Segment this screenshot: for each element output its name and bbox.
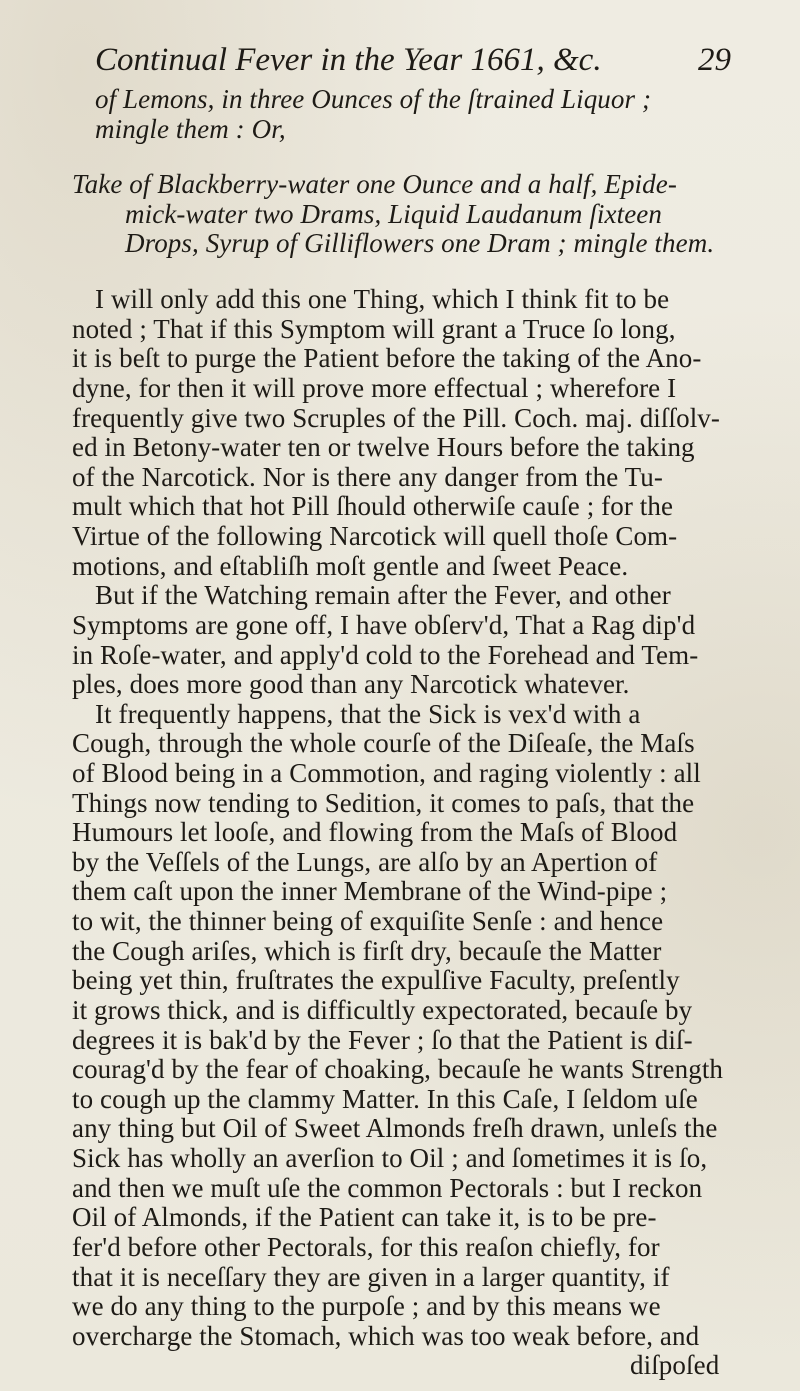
text-line: I will only add this one Thing, which I think fit to be <box>95 284 670 314</box>
text-line: Humours let looſe, and flowing from the Maſs of Blood <box>72 817 678 847</box>
text-line: to cough up the clammy Matter. In this Caſe, I ſeldom uſe <box>72 1084 698 1114</box>
text-line: Oil of Almonds, if the Patient can take it, is to be pre- <box>72 1202 657 1232</box>
text-line: Things now tending to Sedition, it comes to paſs, that the <box>72 788 695 818</box>
text-line: it is beſt to purge the Patient before the taking of the Ano- <box>72 343 702 373</box>
text-line: degrees it is bak'd by the Fever ; ſo that the Patient is diſ- <box>72 1025 693 1055</box>
text-line: to wit, the thinner being of exquiſite Senſe : and hence <box>72 906 664 936</box>
text-line: Virtue of the following Narcotick will quell thoſe Com- <box>72 521 678 551</box>
text-line: But if the Watching remain after the Fever, and other <box>95 580 671 610</box>
text-line: them caſt upon the inner Membrane of the Wind-pipe ; <box>72 876 668 906</box>
text-line: it grows thick, and is difficultly expectorated, becauſe by <box>72 995 693 1025</box>
text-line: noted ; That if this Symptom will grant a Truce ſo long, <box>72 314 676 344</box>
text-line: and then we muſt uſe the common Pectorals : but I reckon <box>72 1173 703 1203</box>
page-number: 29 <box>698 42 731 78</box>
text-line: the Cough ariſes, which is firſt dry, becauſe the Matter <box>72 936 662 966</box>
text-line: we do any thing to the purpoſe ; and by this means we <box>72 1291 661 1321</box>
text-line: ed in Betony-water ten or twelve Hours before the taking <box>72 432 695 462</box>
text-line: overcharge the Stomach, which was too weak before, and <box>72 1321 700 1351</box>
text-line: It frequently happens, that the Sick is vex'd with a <box>95 699 641 729</box>
text-line: motions, and eſtabliſh moſt gentle and ſweet Peace. <box>72 551 629 581</box>
text-line: being yet thin, fruſtrates the expulſive Faculty, preſently <box>72 965 680 995</box>
text-line: in Roſe-water, and apply'd cold to the Forehead and Tem- <box>72 640 699 670</box>
text-line: Cough, through the whole courſe of the Diſeaſe, the Maſs <box>72 728 695 758</box>
text-line: of Lemons, in three Ounces of the ſtrained Liquor ; <box>95 84 652 114</box>
text-line: ples, does more good than any Narcotick whatever. <box>72 669 630 699</box>
text-line: fer'd before other Pectorals, for this reaſon chiefly, for <box>72 1232 660 1262</box>
text-line: diſpoſed <box>630 1350 720 1380</box>
text-line: mick-water two Drams, Liquid Laudanum ſixteen <box>125 199 662 229</box>
text-line: Sick has wholly an averſion to Oil ; and ſometimes it is ſo, <box>72 1143 708 1173</box>
text-line: Symptoms are gone off, I have obſerv'd, That a Rag dip'd <box>72 610 696 640</box>
text-line: dyne, for then it will prove more effectual ; wherefore I <box>72 373 677 403</box>
text-line: that it is neceſſary they are given in a larger quantity, if <box>72 1262 670 1292</box>
text-line: of Blood being in a Commotion, and raging violently : all <box>72 758 701 788</box>
text-line: any thing but Oil of Sweet Almonds freſh drawn, unleſs the <box>72 1113 718 1143</box>
text-line: Drops, Syrup of Gilliflowers one Dram ; mingle them. <box>125 228 715 258</box>
text-line: mingle them : Or, <box>95 114 286 144</box>
text-line: Take of Blackberry-water one Ounce and a half, Epide- <box>72 169 677 199</box>
text-line: frequently give two Scruples of the Pill. Coch. maj. diſſolv- <box>72 403 720 433</box>
text-line: courag'd by the fear of choaking, becauſe he wants Strength <box>72 1054 724 1084</box>
text-line: mult which that hot Pill ſhould otherwiſe cauſe ; for the <box>72 491 674 521</box>
text-line: of the Narcotick. Nor is there any danger from the Tu- <box>72 462 663 492</box>
text-line: by the Veſſels of the Lungs, are alſo by an Apertion of <box>72 847 658 877</box>
running-title: Continual Fever in the Year 1661, &c. <box>95 42 602 78</box>
